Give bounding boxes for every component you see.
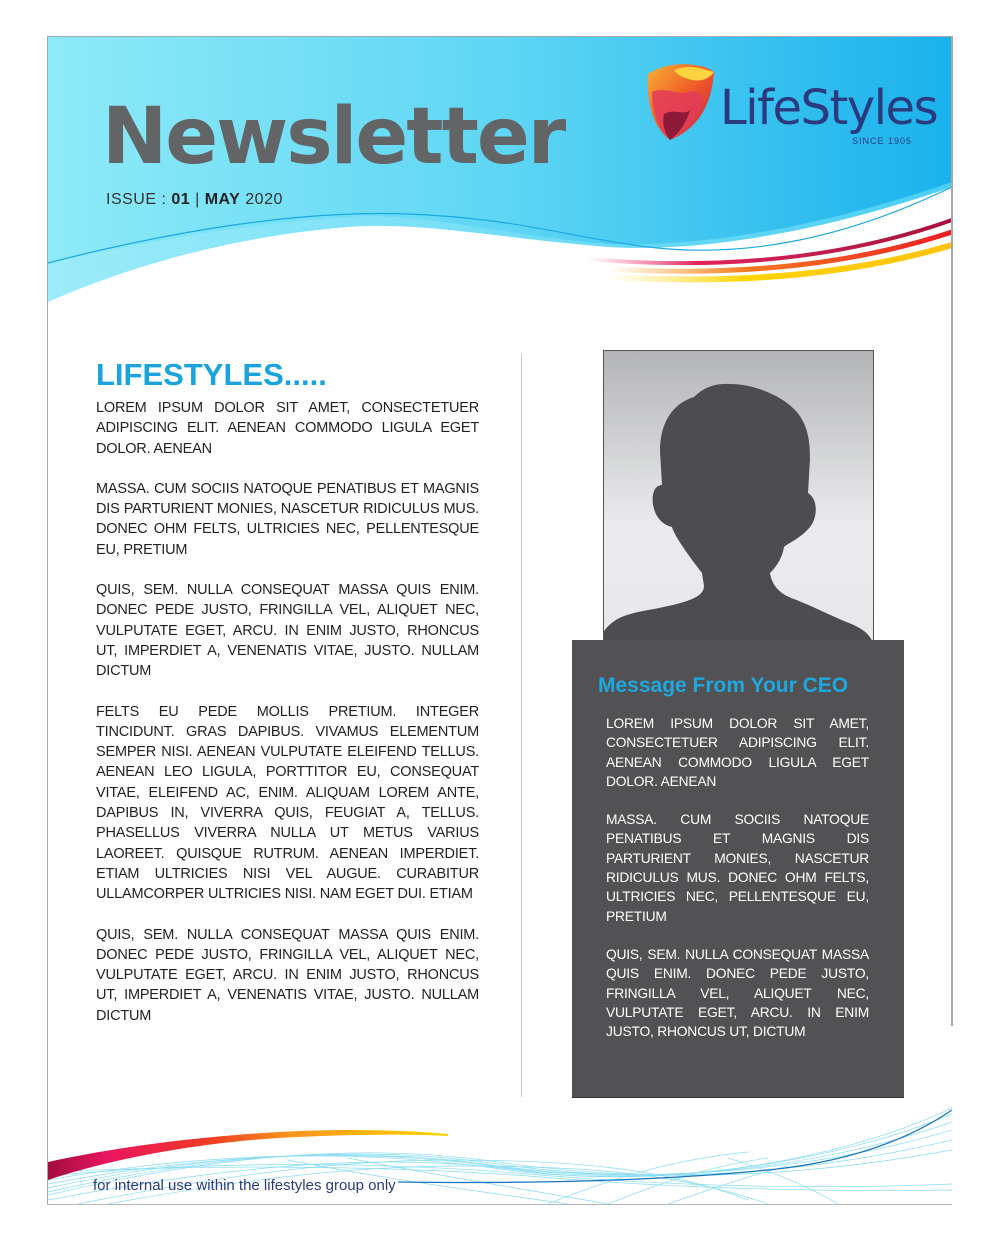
brand-name: LifeStyles	[720, 80, 938, 136]
ceo-paragraph: QUIS, SEM. NULLA CONSEQUAT MASSA QUIS ENIM. DONEC PEDE JUSTO, FRINGILLA VEL, ALIQUET NEC, VULPUTATE EGET, ARCU. IN ENIM JUSTO, RHONCUS UT, DICTUM	[606, 946, 869, 1040]
article-paragraph: LOREM IPSUM DOLOR SIT AMET, CONSECTETUER ADIPISCING ELIT. AENEAN COMMODO LIGULA EGET DOLOR. AENEAN	[96, 400, 479, 457]
issue-year: 2020	[245, 191, 283, 208]
page-border-right	[951, 36, 953, 1026]
person-silhouette-icon	[604, 351, 873, 643]
ceo-paragraph: MASSA. CUM SOCIIS NATOQUE PENATIBUS ET MAGNIS DIS PARTURIENT MONIES, NASCETUR RIDICULUS MUS. DONEC OHM FELTS, ULTRICIES NEC, PELLENTESQUE EU, PRETIUM	[606, 812, 869, 924]
issue-number: 01	[171, 191, 191, 208]
main-article	[96, 358, 479, 1046]
issue-month: MAY	[204, 191, 241, 208]
page-border-bottom	[47, 1204, 952, 1205]
ceo-photo	[603, 350, 874, 644]
article-paragraph: QUIS, SEM. NULLA CONSEQUAT MASSA QUIS ENIM. DONEC PEDE JUSTO, FRINGILLA VEL, ALIQUET NEC, VULPUTATE EGET, ARCU. IN ENIM JUSTO, RHONCUS UT, IMPERDIET A, VENENATIS VITAE, JUSTO. NULLAM DICTUM	[96, 582, 479, 680]
ceo-message-heading: Message From Your CEO	[598, 674, 849, 697]
brand-tagline: SINCE 1905	[852, 136, 913, 146]
issue-separator: |	[195, 191, 200, 208]
article-paragraph: MASSA. CUM SOCIIS NATOQUE PENATIBUS ET MAGNIS DIS PARTURIENT MONIES, NASCETUR RIDICULUS MUS. DONEC OHM FELTS, ULTRICIES NEC, PELLENTESQUE EU, PRETIUM	[96, 480, 479, 558]
ceo-message-box	[572, 640, 904, 1098]
ceo-message-body	[606, 714, 869, 1060]
ceo-paragraph: LOREM IPSUM DOLOR SIT AMET, CONSECTETUER ADIPISCING ELIT. AENEAN COMMODO LIGULA EGET DOLOR. AENEAN	[606, 716, 869, 789]
page-border-top	[47, 36, 952, 37]
article-paragraph: QUIS, SEM. NULLA CONSEQUAT MASSA QUIS ENIM. DONEC PEDE JUSTO, FRINGILLA VEL, ALIQUET NEC, VULPUTATE EGET, ARCU. IN ENIM JUSTO, RHONCUS UT, IMPERDIET A, VENENATIS VITAE, JUSTO. NULLAM DICTUM	[96, 926, 479, 1024]
page-border-left	[47, 36, 48, 1205]
column-divider	[521, 354, 522, 1097]
issue-info	[106, 191, 283, 209]
article-paragraph: FELTS EU PEDE MOLLIS PRETIUM. INTEGER TINCIDUNT. GRAS DAPIBUS. VIVAMUS ELEMENTUM SEMPER NISI. AENEAN VULPUTATE ELEIFEND TELLUS. AENEAN LEO LIGULA, PORTTITOR EU, CONSEQUAT VITAE, ELEIFEND AC, ENIM. ALIQUAM LOREM ANTE, DAPIBUS IN, VIVERRA QUIS, FEUGIAT A, TELLUS. PHASELLUS VIVERRA NULLA UT METUS VARIUS LAOREET. QUISQUE RUTRUM. AENEAN IMPERDIET. ETIAM ULTRICIES NISI VEL AUGUE. CURABITUR ULLAMCORPER ULTRICIES NISI. NAM EGET DUI. ETIAM	[96, 703, 479, 903]
newsletter-title: Newsletter	[102, 92, 565, 182]
article-heading: LIFESTYLES.....	[96, 357, 327, 392]
footer-disclaimer: for internal use within the lifestyles group only	[93, 1177, 396, 1194]
shield-icon	[644, 62, 716, 142]
issue-label: ISSUE :	[106, 191, 167, 208]
